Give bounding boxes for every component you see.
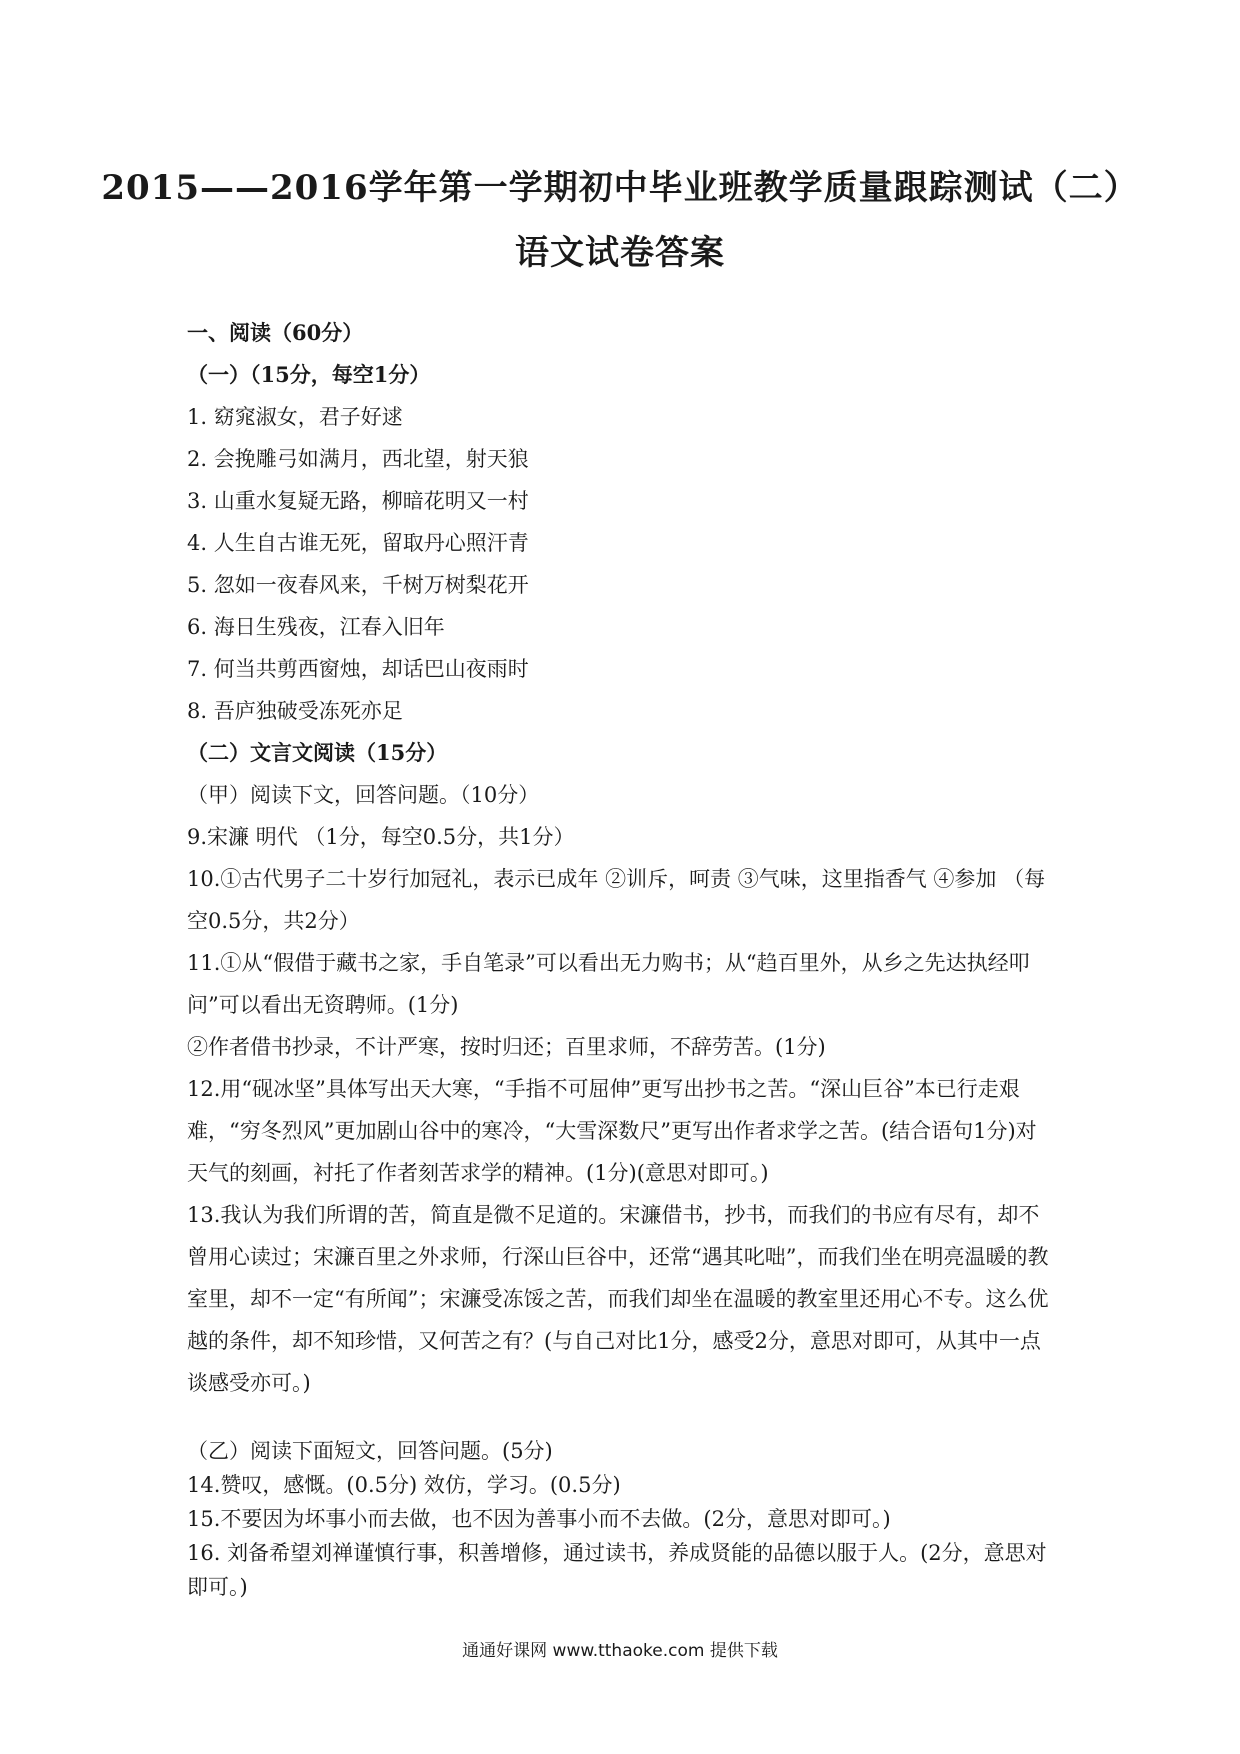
sub-heading: （甲）阅读下文，回答问题。（10分）	[187, 783, 540, 807]
answer-item: 13.我认为我们所谓的苦，简直是微不足道的。宋濂借书，抄书，而我们的书应有尽有，却不曾用心读过；宋濂百里之外求师，行深山巨谷中，还常“遇其叱咄”，而我们坐在明亮温暖的教室里，却不一定“有所闻”；宋濂受冻馁之苦，而我们却坐在温暖的教室里还用心不专。这么优越的条件，却不知珍惜，又何苦之有？(与自己对比1分，感受2分，意思对即可，从其中一点谈感受亦可。)	[187, 1203, 1049, 1395]
answer-item: 15.不要因为坏事小而去做，也不因为善事小而不去做。(2分，意思对即可。)	[187, 1507, 891, 1531]
answer-item: 9.宋濂 明代 （1分，每空0.5分，共1分）	[187, 825, 575, 849]
part-heading: （一）（15分，每空1分）	[187, 362, 431, 387]
answer-item: 5. 忽如一夜春风来，千树万树梨花开	[187, 573, 529, 597]
answer-item: 8. 吾庐独破受冻死亦足	[187, 699, 403, 723]
answer-item: 6. 海日生残夜，江春入旧年	[187, 615, 445, 639]
answer-item: ②作者借书抄录，不计严寒，按时归还；百里求师，不辞劳苦。(1分)	[187, 1035, 826, 1059]
answer-item: 4. 人生自古谁无死，留取丹心照汗青	[187, 531, 529, 555]
section-heading: 一、阅读（60分）	[187, 320, 364, 345]
answer-item: 12.用“砚冰坚”具体写出天大寒，“手指不可屈伸”更写出抄书之苦。“深山巨谷”本已行走艰难，“穷冬烈风”更加剧山谷中的寒冷，“大雪深数尺”更写出作者求学之苦。(结合语句1分)对天气的刻画，衬托了作者刻苦求学的精神。(1分)(意思对即可。)	[187, 1077, 1037, 1185]
answer-item: 2. 会挽雕弓如满月，西北望，射天狼	[187, 447, 529, 471]
answer-item: 14.赞叹，感慨。(0.5分) 效仿，学习。(0.5分)	[187, 1473, 621, 1497]
answer-item: 10.①古代男子二十岁行加冠礼，表示已成年 ②训斥，呵责 ③气味，这里指香气 ④参加 （每空0.5分，共2分）	[187, 867, 1046, 933]
part-heading: （二）文言文阅读（15分）	[187, 740, 448, 765]
answer-item: 11.①从“假借于藏书之家，手自笔录”可以看出无力购书；从“趋百里外，从乡之先达执经叩问”可以看出无资聘师。(1分)	[187, 951, 1030, 1017]
page-footer: 通通好课网 www.tthaoke.com 提供下载	[462, 1641, 778, 1661]
answer-content	[187, 312, 1057, 1604]
answer-item: 16. 刘备希望刘禅谨慎行事，积善增修，通过读书，养成贤能的品德以服于人。(2分，意思对即可。)	[187, 1541, 1047, 1599]
document-title: 2015——2016学年第一学期初中毕业班教学质量跟踪测试（二）	[101, 168, 1139, 208]
sub-heading: （乙）阅读下面短文，回答问题。(5分)	[187, 1439, 553, 1463]
answer-item: 3. 山重水复疑无路，柳暗花明又一村	[187, 489, 529, 513]
document-subtitle: 语文试卷答案	[515, 233, 725, 273]
answer-item: 1. 窈窕淑女，君子好逑	[187, 405, 403, 429]
answer-item: 7. 何当共剪西窗烛，却话巴山夜雨时	[187, 657, 529, 681]
spacer	[187, 1404, 1057, 1434]
